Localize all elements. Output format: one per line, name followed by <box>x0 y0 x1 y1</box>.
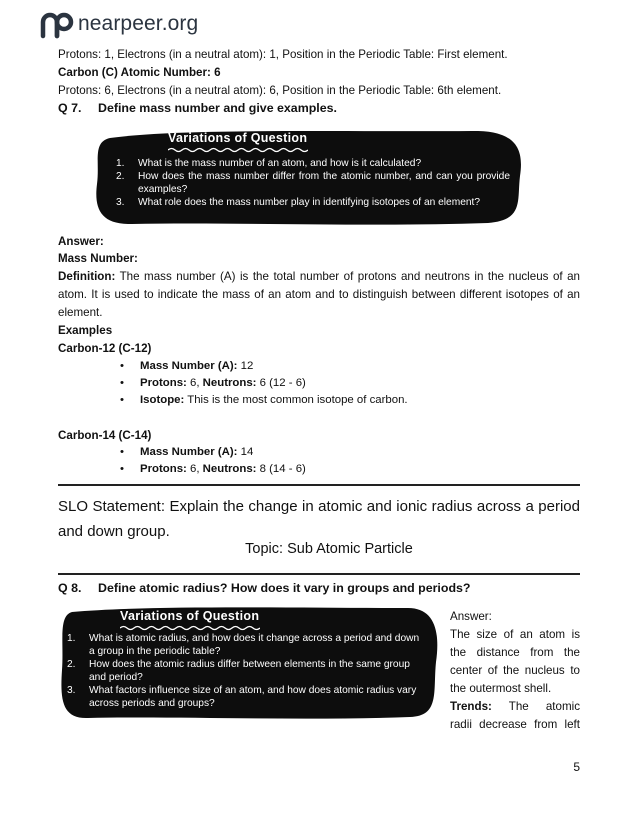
bullet-label: Mass Number (A): <box>140 360 238 372</box>
carbon-heading: Carbon (C) Atomic Number: 6 <box>58 66 221 79</box>
q8-variations-list <box>67 632 425 710</box>
brand-logo <box>40 6 198 42</box>
q8-variation-item <box>67 632 425 658</box>
q7-variation-item <box>116 170 510 196</box>
q7-variation-text: What role does the mass number play in identifying isotopes of an element? <box>138 197 481 208</box>
bullet-label: Neutrons: <box>202 463 257 475</box>
q8-answer-column <box>450 608 580 734</box>
q8-variations-box <box>58 604 440 720</box>
page-number: 5 <box>573 760 580 774</box>
bullet-value: 12 <box>240 360 254 372</box>
carbon-info: Protons: 6, Electrons (in a neutral atom): 6, Position in the Periodic Table: 6th element. <box>58 84 502 97</box>
c12-heading: Carbon-12 (C-12) <box>58 342 152 355</box>
c14-bullet-list <box>120 444 306 478</box>
brand-name: nearpeer.org <box>78 12 199 35</box>
bullet-item: • Protons: 6, Neutrons: 8 (14 - 6) <box>120 463 306 475</box>
bullet-item: • Mass Number (A): 12 <box>120 360 254 372</box>
q8-trends-line: radii decrease from left <box>450 718 580 731</box>
q8-variation-number: 1. <box>67 633 76 644</box>
bullet-value: 6, <box>190 377 200 389</box>
bullet-label: Mass Number (A): <box>140 446 238 458</box>
trends-label: Trends: <box>450 700 492 713</box>
q7-variation-text: How does the mass number differ from the atomic number, and can you provide examples? <box>138 171 510 195</box>
q8-question: Define atomic radius? How does it vary in groups and periods? <box>98 581 471 595</box>
divider <box>58 484 580 486</box>
q7-variations-list <box>116 157 510 209</box>
q8-answer-line: center of the nucleus to <box>450 664 580 677</box>
q7-variation-number: 3. <box>116 197 125 208</box>
bullet-item: • Protons: 6, Neutrons: 6 (12 - 6) <box>120 377 306 389</box>
q7-variation-text: What is the mass number of an atom, and how is it calculated? <box>138 158 422 169</box>
q8-variation-number: 3. <box>67 685 76 696</box>
q8-variations-title: Variations of Question <box>120 609 260 623</box>
mass-number-definition <box>58 268 580 322</box>
bullet-value: 8 (14 - 6) <box>259 463 306 475</box>
q7-variation-number: 1. <box>116 158 125 169</box>
q8-variation-item <box>67 658 425 684</box>
q7-variation-number: 2. <box>116 171 125 182</box>
hydrogen-info: Protons: 1, Electrons (in a neutral atom): 1, Position in the Periodic Table: First element. <box>58 48 508 61</box>
definition-text: The mass number (A) is the total number of protons and neutrons in the nucleus of an atom. It is used to indicate the mass of an atom and to distinguish between different isotopes of an element. <box>58 270 580 319</box>
q8-variation-number: 2. <box>67 659 76 670</box>
definition-label: Definition: <box>58 270 116 283</box>
q7-heading <box>58 101 337 115</box>
examples-label: Examples <box>58 324 113 337</box>
q7-number: Q 7. <box>58 101 82 115</box>
topic-heading: Topic: Sub Atomic Particle <box>245 541 413 557</box>
q8-squiggle-underline <box>120 625 260 631</box>
mass-number-label: Mass Number: <box>58 252 138 265</box>
bullet-label: Neutrons: <box>202 377 257 389</box>
q7-squiggle-underline <box>168 147 308 153</box>
trends-text: The atomic <box>508 700 580 713</box>
q8-answer-line: the distance from the <box>450 646 580 659</box>
q7-variation-item <box>116 157 510 170</box>
bullet-item: • Mass Number (A): 14 <box>120 446 254 458</box>
bullet-value: This is the most common isotope of carbon. <box>187 394 408 406</box>
nearpeer-logo-icon <box>40 9 74 39</box>
q8-answer-line: The size of an atom is <box>450 628 580 641</box>
q8-answer-label: Answer: <box>450 610 492 623</box>
q7-answer-label: Answer: <box>58 235 104 248</box>
q7-variations-title: Variations of Question <box>168 131 308 145</box>
q8-answer-line: the outermost shell. <box>450 682 552 695</box>
q8-number: Q 8. <box>58 581 82 595</box>
q8-trends-line <box>450 698 580 716</box>
slo-statement: SLO Statement: Explain the change in atomic and ionic radius across a period and down group. <box>58 498 580 540</box>
bullet-label: Protons: <box>140 463 187 475</box>
bullet-value: 14 <box>240 446 254 458</box>
bullet-value: 6, <box>190 463 200 475</box>
q8-variation-item <box>67 684 425 710</box>
bullet-label: Protons: <box>140 377 187 389</box>
q8-variation-text: What is atomic radius, and how does it change across a period and down a group in the periodic table? <box>89 633 420 657</box>
c14-heading: Carbon-14 (C-14) <box>58 429 152 442</box>
q8-variation-text: What factors influence size of an atom, and how does atomic radius vary across periods and groups? <box>89 685 417 709</box>
bullet-value: 6 (12 - 6) <box>259 377 306 389</box>
q7-variation-item <box>116 196 510 209</box>
bullet-label: Isotope: <box>140 394 185 406</box>
q8-heading <box>58 581 470 595</box>
divider <box>58 573 580 575</box>
c12-bullet-list <box>120 358 408 409</box>
q8-variation-text: How does the atomic radius differ between elements in the same group and period? <box>89 659 410 683</box>
q7-question: Define mass number and give examples. <box>98 101 337 115</box>
q7-variations-box <box>92 126 524 226</box>
bullet-item: • Isotope: This is the most common isotope of carbon. <box>120 394 408 406</box>
